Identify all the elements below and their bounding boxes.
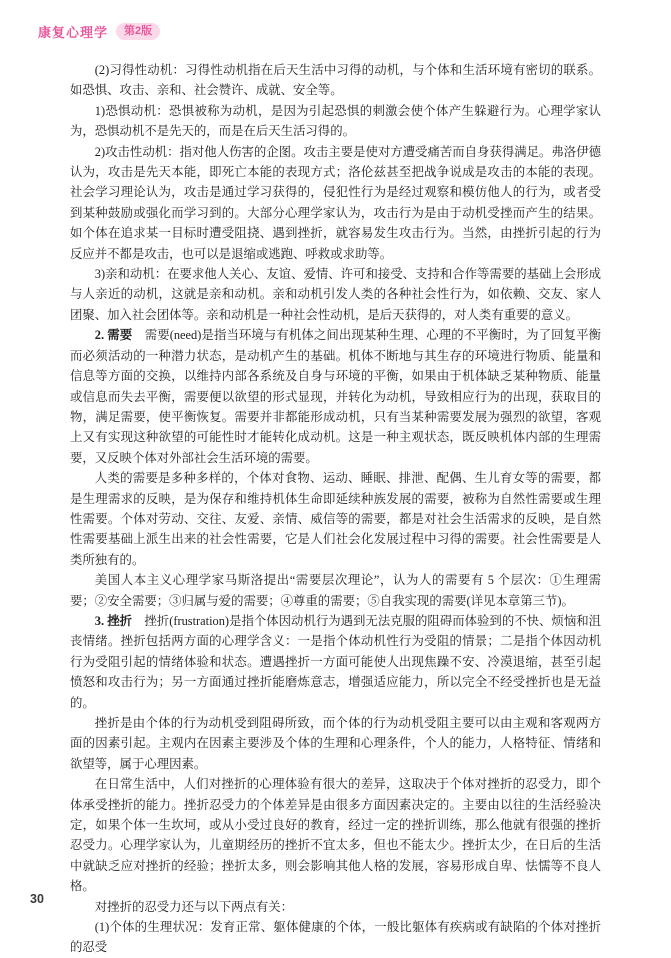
paragraph-text: 人类的需要是多种多样的，个体对食物、运动、睡眠、排泄、配偶、生儿育女等的需要，都是生理需求的反映，是为保存和维持机体生命即延续种族发展的需要，被称为自然性需要或生理性需要。个体对劳动、交往、友爱、亲情、威信等的需要，都是对社会生活需求的反映，是自然性需要基础上派生出来的社会性需要，它是人们社会化发展过程中习得的需要。社会性需要是人类所独有的。 [70, 471, 601, 567]
paragraph-text: 对挫折的忍受力还与以下两点有关： [94, 899, 294, 914]
paragraph-text: 挫折(frustration)是指个体因动机行为遇到无法克服的阻碍而体验到的不快、烦恼和沮丧情绪。挫折包括两方面的心理学含义：一是指个体动机性行为受阻的情景；二是指个体因动机行为受阻引起的情绪体验和状态。遭遇挫折一方面可能使人出现焦躁不安、冷漠退缩，甚至引起愤怒和攻击行为；另一方面通过挫折能磨炼意志，增强适应能力，所以完全不经受挫折也是无益的。 [70, 613, 601, 710]
page-footer [30, 890, 44, 908]
paragraph-text: 挫折是由个体的行为动机受到阻碍所致，而个体的行为动机受阻主要可以由主观和客观两方面的因素引起。主观内在因素主要涉及个体的生理和心理条件，个人的能力，人格特征、情绪和欲望等，属于心理因素。 [70, 716, 601, 771]
paragraph-text: 1)恐惧动机：恐惧被称为动机，是因为引起恐惧的刺激会使个体产生躲避行为。心理学家认为，恐惧动机不是先天的，而是在后天生活习得的。 [70, 103, 601, 139]
paragraph [70, 264, 601, 325]
paragraph [70, 611, 601, 713]
page-header [38, 22, 160, 41]
paragraph-text: 2)攻击性动机：指对他人伤害的企图。攻击主要是使对方遭受痛苦而自身获得满足。弗洛伊德认为，攻击是先天本能，即死亡本能的表现方式；洛伦兹甚至把战争说成是攻击的本能的表现。社会学习理论认为，攻击是通过学习获得的，侵犯性行为是经过观察和模仿他人的行为，或者受到某种鼓励或强化而学习到的。大部分心理学家认为，攻击行为是由于动机受挫而产生的结果。如个体在追求某一目标时遭受阻挠、遇到挫折，就容易发生攻击行为。当然，由挫折引起的行为反应并不都是攻击，也可以是退缩或逃跑、呼救或求助等。 [70, 144, 601, 261]
edition-badge: 第2版 [116, 23, 160, 40]
paragraph [70, 325, 601, 468]
paragraph-lead-bold: 2. 需要 [94, 328, 133, 343]
paragraph [70, 142, 601, 264]
paragraph [70, 570, 601, 611]
body-text [70, 60, 601, 958]
paragraph [70, 713, 601, 774]
paragraph-text: 在日常生活中，人们对挫折的心理体验有很大的差异，这取决于个体对挫折的忍受力，即个体承受挫折的能力。挫折忍受力的个体差异是由很多方面因素决定的。主要由以往的生活经验决定，如果个体一生坎坷，或从小受过良好的教育，经过一定的挫折训练，那么他就有很强的挫折忍受力。心理学家认为，儿童期经历的挫折不宜太多，但也不能太少。挫折太少，在日后的生活中就缺乏应对挫折的经验；挫折太多，则会影响其他人格的发展，容易形成自卑、怯懦等不良人格。 [70, 777, 601, 894]
paragraph [70, 101, 601, 142]
paragraph-text: 需要(need)是指当环境与有机体之间出现某种生理、心理的不平衡时，为了回复平衡而必须活动的一种潜力状态，是动机产生的基础。机体不断地与其生存的环境进行物质、能量和信息等方面的交换，以维持内部各系统及自身与环境的平衡，如果由于机体缺乏某种物质、能量或信息而失去平衡，需要便以欲望的形式显现，并转化为动机，导致相应行为的出现，获取目的物，满足需要，使平衡恢复。需要并非都能形成动机，只有当某种需要发展为强烈的欲望，客观上又有实现这种欲望的可能性时才能转化成动机。这是一种主观状态，既反映机体内部的生理需要，又反映个体对外部社会生活环境的需要。 [70, 328, 601, 465]
paragraph-text: 美国人本主义心理学家马斯洛提出“需要层次理论”，认为人的需要有 5 个层次：①生理需要；②安全需要；③归属与爱的需要；④尊重的需要；⑤自我实现的需要(详见本章第三节)。 [70, 573, 601, 608]
paragraph [70, 917, 601, 958]
paragraph [70, 468, 601, 570]
paragraph-text: (2)习得性动机：习得性动机指在后天生活中习得的动机，与个体和生活环境有密切的联系。如恐惧、攻击、亲和、社会赞许、成就、安全等。 [70, 63, 601, 98]
paragraph [70, 60, 601, 101]
paragraph [70, 774, 601, 896]
paragraph-lead-bold: 3. 挫折 [94, 613, 132, 628]
paragraph [70, 897, 601, 917]
paragraph-text: (1)个体的生理状况：发育正常、躯体健康的个体，一般比躯体有疾病或有缺陷的个体对挫折的忍受 [70, 920, 601, 955]
page-number: 30 [30, 892, 44, 906]
paragraph-text: 3)亲和动机：在要求他人关心、友谊、爱情、许可和接受、支持和合作等需要的基础上会形成与人亲近的动机，这就是亲和动机。亲和动机引发人类的各种社会性行为，如依赖、交友、家人团聚、加入社会团体等。亲和动机是一种社会性动机，是后天获得的，对人类有重要的意义。 [70, 267, 601, 322]
book-title: 康复心理学 [38, 25, 109, 40]
